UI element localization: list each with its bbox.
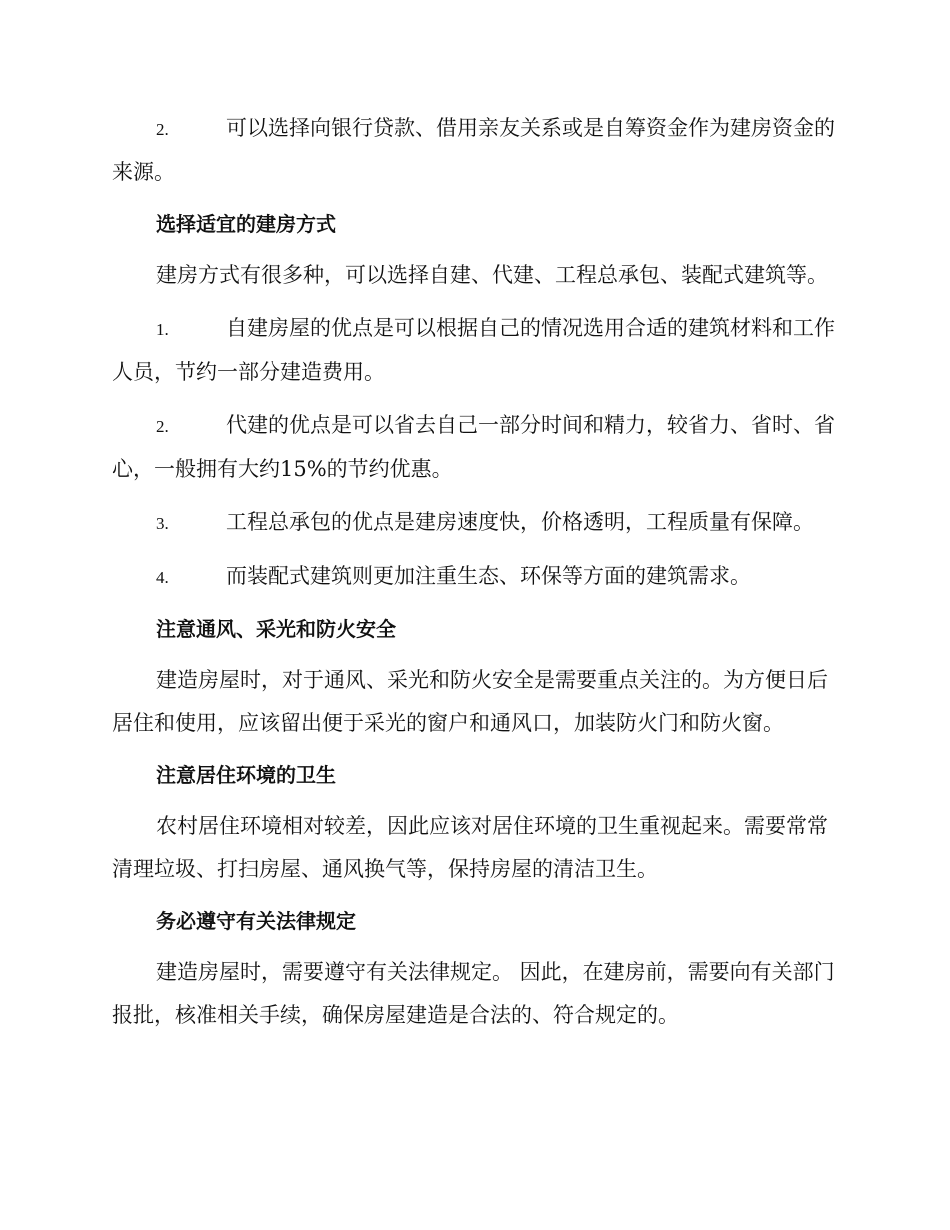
- section-heading: 务必遵守有关法律规定: [156, 909, 356, 933]
- paragraph: 建造房屋时，对于通风、采光和防火安全是需要重点关注的。为方便日后居住和使用，应该留出便于采光的窗户和通风口，加装防火门和防火窗。: [112, 668, 828, 735]
- list-item: [112, 501, 838, 545]
- list-number: 2.: [156, 417, 169, 436]
- list-text: 可以选择向银行贷款、借用亲友关系或是自筹资金作为建房资金的来源。: [112, 116, 835, 184]
- section-heading: 注意居住环境的卫生: [156, 763, 336, 787]
- list-text: 而装配式建筑则更加注重生态、环保等方面的建筑需求。: [226, 564, 751, 588]
- list-item: [112, 307, 838, 394]
- list-text: 工程总承包的优点是建房速度快，价格透明，工程质量有保障。: [226, 510, 814, 534]
- list-number: 1.: [156, 320, 169, 339]
- list-text: 自建房屋的优点是可以根据自己的情况选用合适的建筑材料和工作人员，节约一部分建造费用。: [112, 316, 835, 384]
- list-item: [112, 107, 838, 194]
- paragraph: 建造房屋时，需要遵守有关法律规定。 因此，在建房前，需要向有关部门报批，核准相关手续，确保房屋建造是合法的、符合规定的。: [112, 960, 835, 1027]
- list-item: [112, 404, 838, 491]
- list-number: 3.: [156, 514, 169, 533]
- list-number: 4.: [156, 568, 169, 587]
- document-body: [112, 107, 838, 1047]
- list-item: [112, 555, 838, 599]
- paragraph: 建房方式有很多种，可以选择自建、代建、工程总承包、装配式建筑等。: [156, 263, 828, 287]
- section-heading: 注意通风、采光和防火安全: [156, 617, 396, 641]
- paragraph: 农村居住环境相对较差，因此应该对居住环境的卫生重视起来。需要常常清理垃圾、打扫房屋、通风换气等，保持房屋的清洁卫生。: [112, 814, 828, 881]
- list-text: 代建的优点是可以省去自己一部分时间和精力，较省力、省时、省心，一般拥有大约15%的节约优惠。: [112, 413, 835, 481]
- list-number: 2.: [156, 120, 169, 139]
- section-heading: 选择适宜的建房方式: [156, 212, 336, 236]
